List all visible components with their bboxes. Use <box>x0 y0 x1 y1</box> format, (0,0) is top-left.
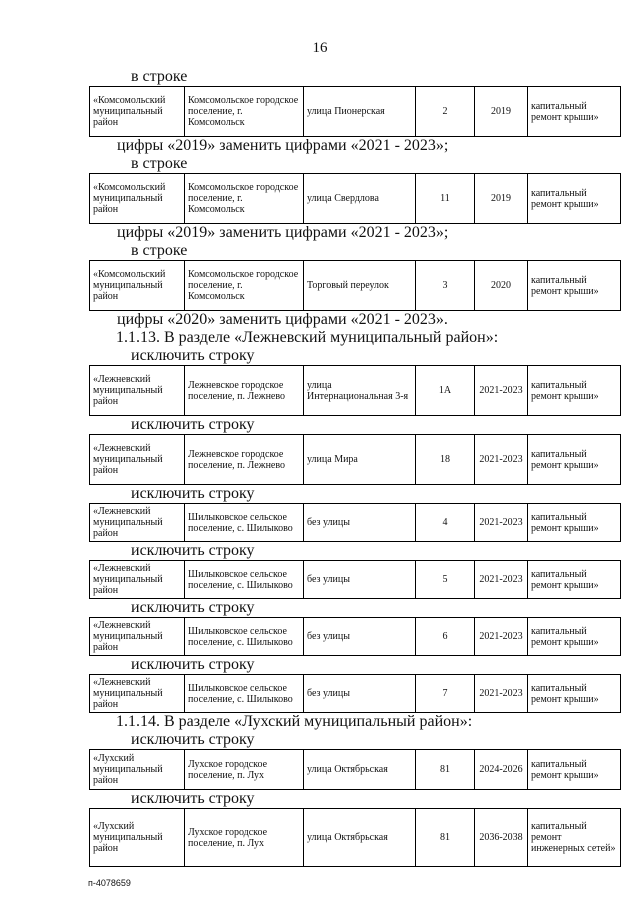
cell-district: «Лежневский муниципальный район <box>90 618 185 656</box>
cell-settlement: Комсомольское городское поселение, г. Комсомольск <box>185 174 304 224</box>
record-table <box>89 617 621 656</box>
cell-years: 2021-2023 <box>475 504 528 542</box>
cell-house: 3 <box>416 261 475 311</box>
record-table <box>89 86 621 137</box>
cell-house: 81 <box>416 809 475 867</box>
cell-street: Торговый переулок <box>304 261 416 311</box>
cell-work: капитальный ремонт крыши» <box>528 504 621 542</box>
record-table <box>89 434 621 485</box>
amend-text: цифры «2019» заменить цифрами «2021 - 2023»; <box>117 224 449 241</box>
cell-district: «Лухский муниципальный район <box>90 809 185 867</box>
block-lead: исключить строку <box>131 656 255 673</box>
cell-work: капитальный ремонт крыши» <box>528 435 621 485</box>
cell-settlement: Шилыковское сельское поселение, с. Шилыково <box>185 504 304 542</box>
cell-district: «Комсомольский муниципальный район <box>90 261 185 311</box>
block-lead: исключить строку <box>131 731 255 748</box>
block-lead: исключить строку <box>131 790 255 807</box>
block-lead: в строке <box>131 242 188 259</box>
cell-street: без улицы <box>304 618 416 656</box>
section-heading: 1.1.14. В разделе «Лухский муниципальный район»: <box>116 713 473 730</box>
cell-house: 6 <box>416 618 475 656</box>
cell-house: 4 <box>416 504 475 542</box>
cell-district: «Лежневский муниципальный район <box>90 561 185 599</box>
page-number: 16 <box>312 40 328 56</box>
cell-district: «Лежневский муниципальный район <box>90 366 185 416</box>
cell-district: «Лухский муниципальный район <box>90 750 185 790</box>
document-body <box>0 68 640 867</box>
record-table <box>89 173 621 224</box>
cell-house: 2 <box>416 87 475 137</box>
cell-settlement: Шилыковское сельское поселение, с. Шилыково <box>185 675 304 713</box>
cell-years: 2021-2023 <box>475 561 528 599</box>
cell-years: 2019 <box>475 174 528 224</box>
cell-years: 2021-2023 <box>475 675 528 713</box>
cell-settlement: Лухское городское поселение, п. Лух <box>185 750 304 790</box>
cell-settlement: Лухское городское поселение, п. Лух <box>185 809 304 867</box>
cell-years: 2019 <box>475 87 528 137</box>
cell-work: капитальный ремонт крыши» <box>528 87 621 137</box>
cell-street: улица Октябрьская <box>304 750 416 790</box>
record-table <box>89 260 621 311</box>
cell-street: без улицы <box>304 675 416 713</box>
cell-street: улица Свердлова <box>304 174 416 224</box>
record-table <box>89 560 621 599</box>
block-lead: в строке <box>131 68 188 85</box>
cell-street: без улицы <box>304 561 416 599</box>
cell-district: «Лежневский муниципальный район <box>90 504 185 542</box>
block-lead: исключить строку <box>131 485 255 502</box>
record-table <box>89 503 621 542</box>
amend-text: цифры «2019» заменить цифрами «2021 - 2023»; <box>117 137 449 154</box>
cell-years: 2021-2023 <box>475 618 528 656</box>
block-lead: исключить строку <box>131 599 255 616</box>
cell-years: 2021-2023 <box>475 366 528 416</box>
cell-street: улица Интернациональная 3-я <box>304 366 416 416</box>
cell-years: 2021-2023 <box>475 435 528 485</box>
cell-street: улица Октябрьская <box>304 809 416 867</box>
cell-district: «Комсомольский муниципальный район <box>90 87 185 137</box>
cell-work: капитальный ремонт крыши» <box>528 750 621 790</box>
cell-work: капитальный ремонт крыши» <box>528 261 621 311</box>
amend-text: цифры «2020» заменить цифрами «2021 - 2023». <box>117 311 448 328</box>
cell-house: 1А <box>416 366 475 416</box>
cell-house: 7 <box>416 675 475 713</box>
cell-years: 2024-2026 <box>475 750 528 790</box>
block-lead: в строке <box>131 155 188 172</box>
cell-district: «Комсомольский муниципальный район <box>90 174 185 224</box>
cell-work: капитальный ремонт инженерных сетей» <box>528 809 621 867</box>
block-lead: исключить строку <box>131 416 255 433</box>
record-table <box>89 808 621 867</box>
cell-house: 81 <box>416 750 475 790</box>
cell-settlement: Лежневское городское поселение, п. Лежнево <box>185 435 304 485</box>
cell-work: капитальный ремонт крыши» <box>528 618 621 656</box>
block-lead: исключить строку <box>131 347 255 364</box>
cell-work: капитальный ремонт крыши» <box>528 561 621 599</box>
block-lead: исключить строку <box>131 542 255 559</box>
cell-street: без улицы <box>304 504 416 542</box>
cell-settlement: Шилыковское сельское поселение, с. Шилыково <box>185 561 304 599</box>
cell-settlement: Комсомольское городское поселение, г. Комсомольск <box>185 261 304 311</box>
cell-house: 5 <box>416 561 475 599</box>
cell-district: «Лежневский муниципальный район <box>90 435 185 485</box>
record-table <box>89 365 621 416</box>
cell-house: 18 <box>416 435 475 485</box>
cell-work: капитальный ремонт крыши» <box>528 675 621 713</box>
section-heading: 1.1.13. В разделе «Лежневский муниципальный район»: <box>116 329 499 346</box>
record-table <box>89 674 621 713</box>
cell-years: 2020 <box>475 261 528 311</box>
cell-settlement: Лежневское городское поселение, п. Лежнево <box>185 366 304 416</box>
cell-settlement: Шилыковское сельское поселение, с. Шилыково <box>185 618 304 656</box>
cell-house: 11 <box>416 174 475 224</box>
record-table <box>89 749 621 790</box>
document-code: п-4078659 <box>88 878 131 888</box>
cell-district: «Лежневский муниципальный район <box>90 675 185 713</box>
cell-years: 2036-2038 <box>475 809 528 867</box>
cell-work: капитальный ремонт крыши» <box>528 366 621 416</box>
cell-street: улица Пионерская <box>304 87 416 137</box>
cell-settlement: Комсомольское городское поселение, г. Комсомольск <box>185 87 304 137</box>
cell-street: улица Мира <box>304 435 416 485</box>
cell-work: капитальный ремонт крыши» <box>528 174 621 224</box>
